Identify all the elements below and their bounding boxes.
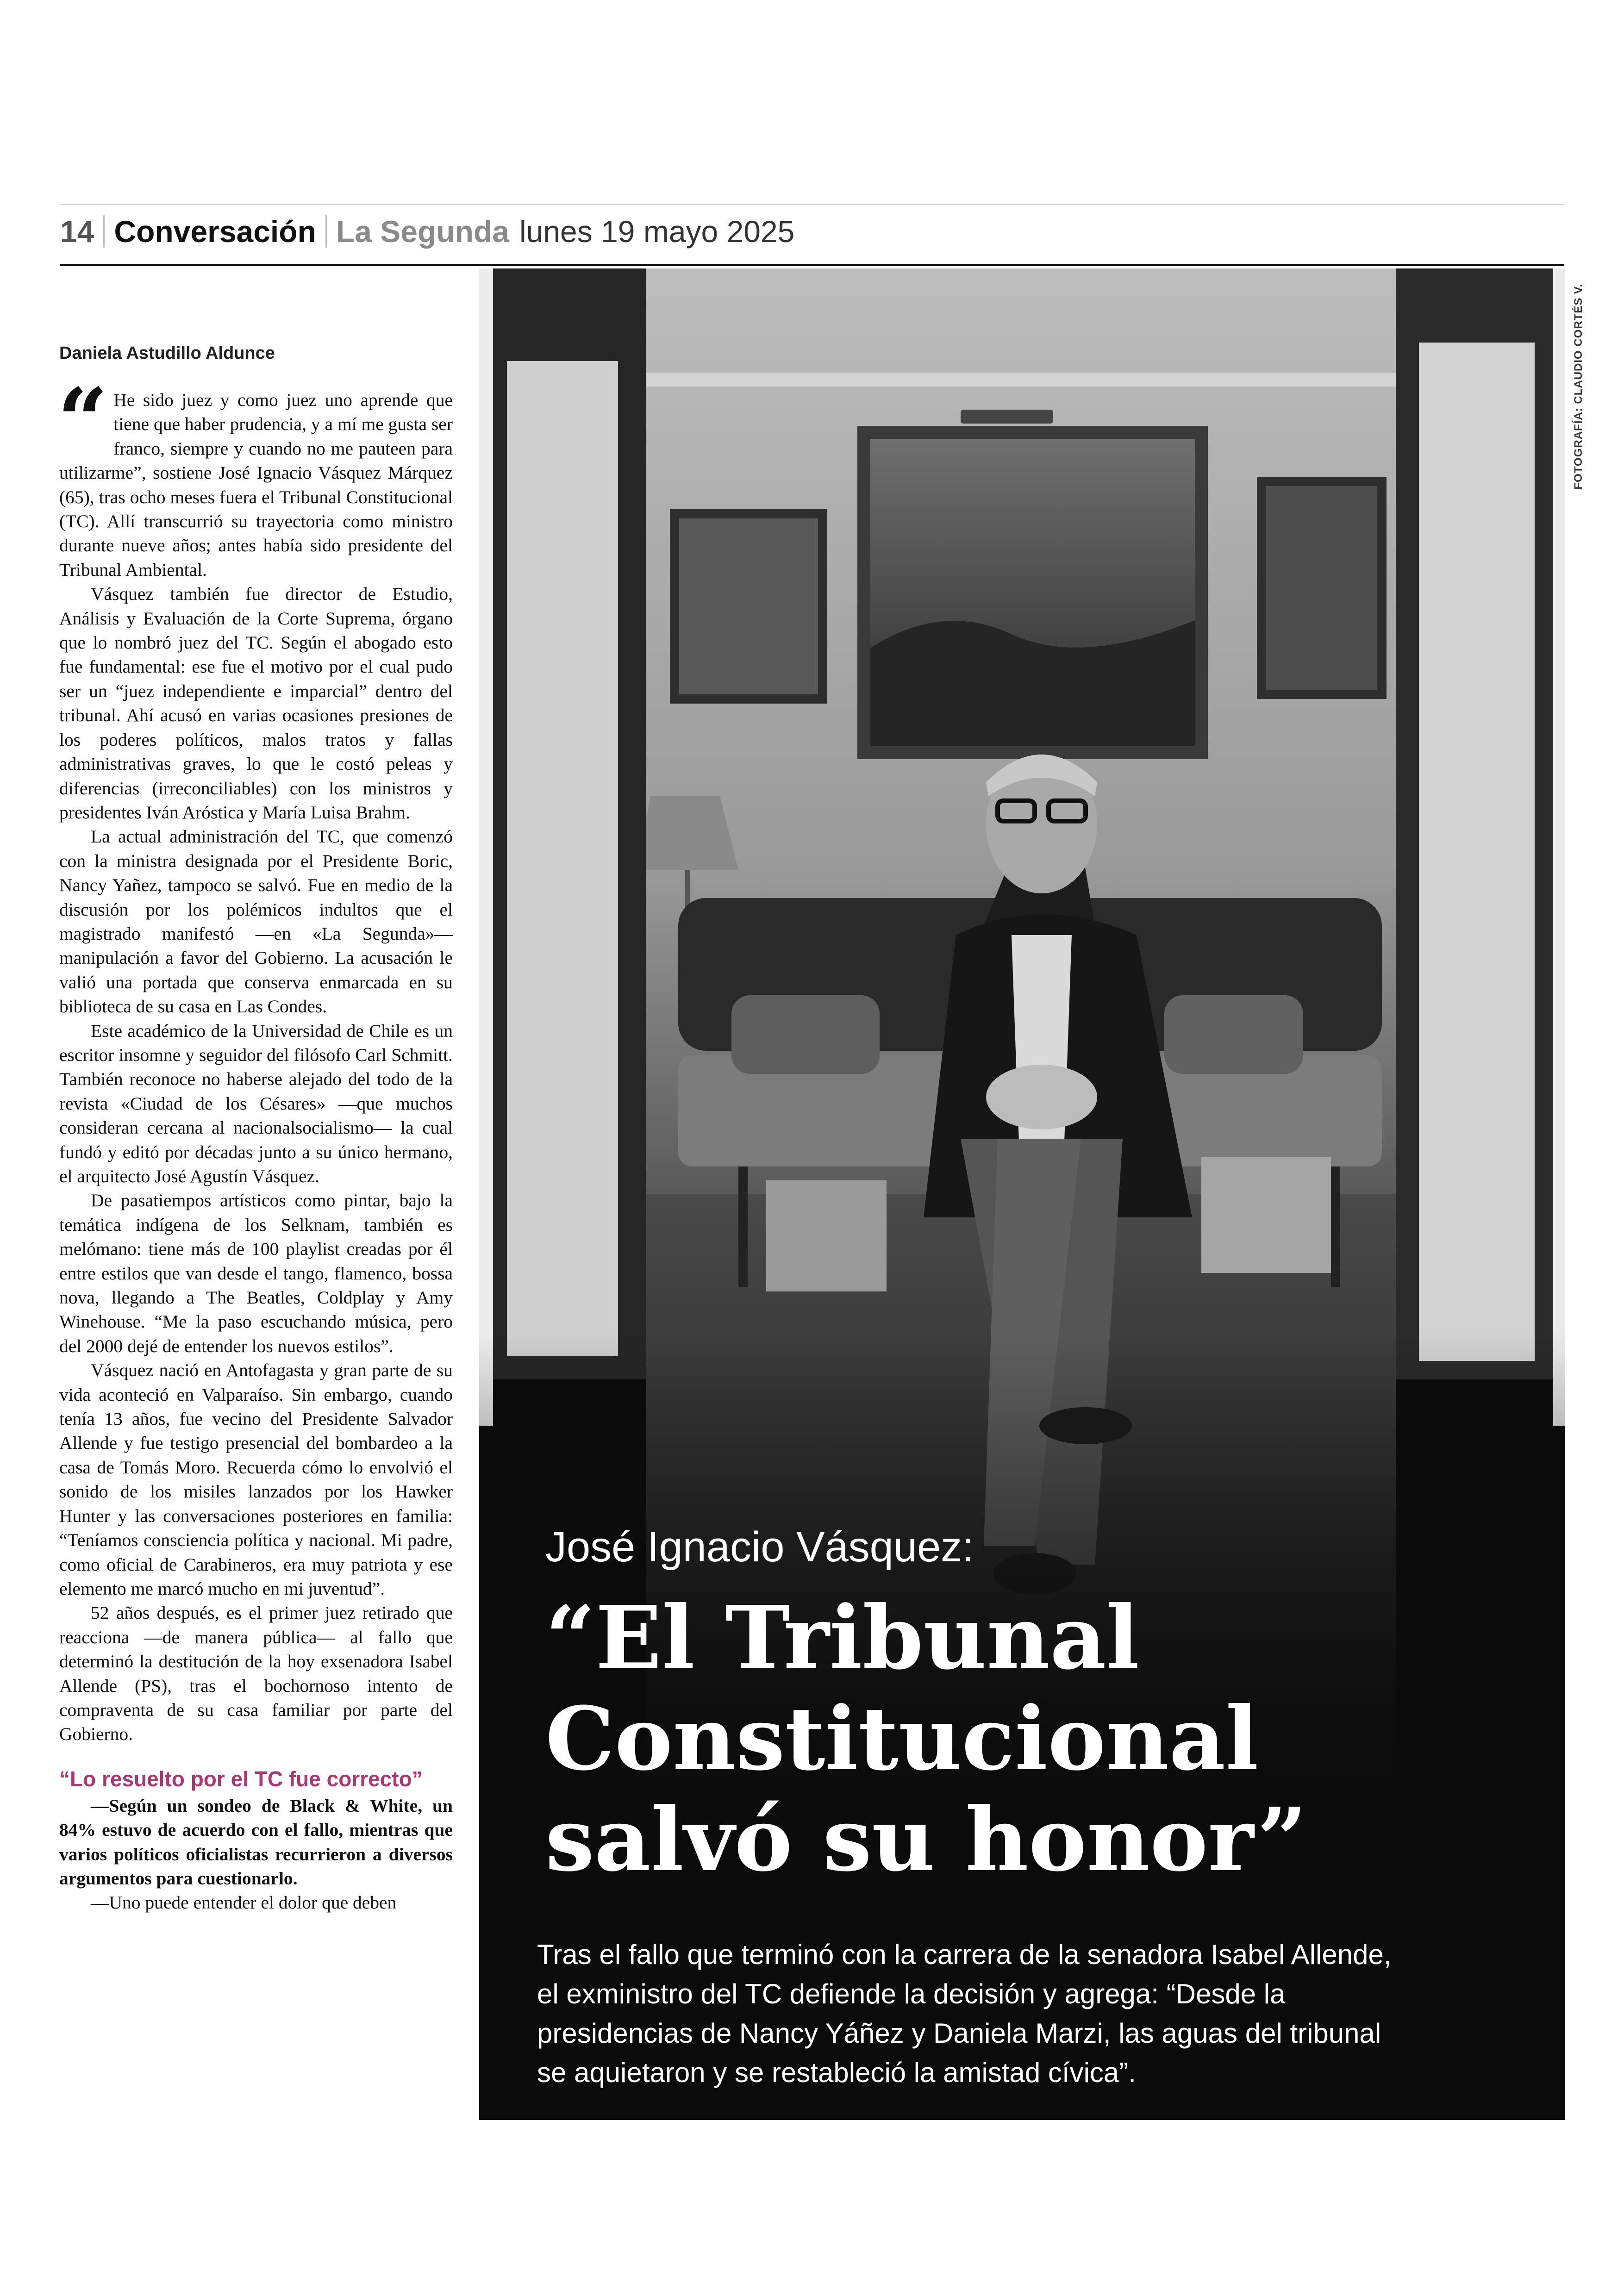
- interview-question: —Según un sondeo de Black & White, un 84% estuvo de acuerdo con el fallo, mientras que varios políticos oficialistas recurrieron a diversos argumentos para cuestionarlo.: [59, 1795, 453, 1889]
- body-paragraph: Este académico de la Universidad de Chile es un escritor insomne y seguidor del filósofo Carl Schmitt. También reconoce no haberse alejado del todo de la revista «Ciudad de los Césares» —que muchos consideran cercana al nacionalsocialismo— la cual fundó y editó por décadas junto a su único hermano, el arquitecto José Agustín Vásquez.: [59, 1020, 453, 1186]
- lead-paragraph: [57, 369, 453, 582]
- body-paragraph: 52 años después, es el primer juez retirado que reacciona —de manera pública— al fallo que determinó la destitución de la hoy exsenadora Isabel Allende (PS), tras el bochornoso intento de compraventa de su casa familiar por parte del Gobierno.: [59, 1603, 453, 1745]
- masthead-separator: [325, 215, 327, 248]
- interview-subhead: “Lo resuelto por el TC fue correcto”: [59, 1766, 423, 1791]
- body-paragraph: De pasatiempos artísticos como pintar, bajo la temática indígena de los Selknam, también es melómano: tiene más de 100 playlist creadas por él entre estilos que van desde el tango, flamenco, bossa nova, llegando a The Beatles, Coldplay y Amy Winehouse. “Me la paso escuchando música, pero del 2000 dejé de entender los nuevos estilos”.: [59, 1190, 453, 1356]
- lead-paragraph-text: He sido juez y como juez uno aprende que tiene que haber prudencia, y a mí me gusta ser franco, siempre y cuando no me pauteen para utilizarme”, sostiene José Ignacio Vásquez Márquez (65), tras ocho meses fuera el Tribunal Constitucional (TC). Allí transcurrió su trayectoria como ministro durante nueve años; antes había sido presidente del Tribunal Ambiental.: [59, 390, 453, 580]
- page-number: 14: [60, 214, 94, 249]
- headline-line: “El Tribunal: [545, 1587, 1140, 1689]
- newspaper-name: La Segunda: [336, 214, 509, 249]
- section-name: Conversación: [114, 214, 316, 249]
- interview-answer: —Uno puede entender el dolor que deben: [91, 1892, 397, 1913]
- author-byline: Daniela Astudillo Aldunce: [59, 343, 275, 363]
- body-paragraph: Vásquez también fue director de Estudio, Análisis y Evaluación de la Corte Suprema, órgano que lo nombró juez del TC. Según el abogado esto fue fundamental: ese fue el motivo por el cual pudo ser un “juez independiente e imparcial” dentro del tribunal. Ahí acusó en varias ocasiones presiones de los poderes políticos, malos tratos y fallas administrativas graves, lo que le costó peleas y diferencias (irreconciliables) con los ministros y presidentes Iván Aróstica y María Luisa Brahm.: [59, 584, 453, 823]
- headline: [545, 1588, 1471, 1890]
- masthead-separator: [103, 215, 105, 248]
- headline-line: salvó su honor”: [545, 1789, 1307, 1891]
- headline-line: Constitucional: [545, 1688, 1259, 1790]
- quote-mark-icon: “: [57, 369, 108, 472]
- article-body: [57, 369, 453, 1915]
- article-dek: Tras el fallo que terminó con la carrera de la senadora Isabel Allende, el exministro del TC defiende la decisión y agrega: “Desde la presidencias de Nancy Yáñez y Daniela Marzi, las aguas del tribunal se aquietaron y se restableció la amistad cívica”.: [537, 1939, 1392, 2088]
- headline-kicker: José Ignacio Vásquez:: [545, 1523, 974, 1571]
- body-paragraph: La actual administración del TC, que comenzó con la ministra designada por el Presidente Boric, Nancy Yañez, tampoco se salvó. Fue en medio de la discusión por los polémicos indultos que el magistrado manifestó —en «La Segunda»— manipulación a favor del Gobierno. La acusación le valió una portada que conserva enmarcada en su biblioteca de su casa en Las Condes.: [59, 826, 453, 1017]
- issue-date: lunes 19 mayo 2025: [519, 214, 795, 249]
- photo-credit-text: FOTOGRAFÍA: CLAUDIO CORTÉS V.: [1572, 283, 1585, 490]
- top-divider: [60, 204, 1564, 205]
- body-paragraph: Vásquez nació en Antofagasta y gran parte de su vida aconteció en Valparaíso. Sin embargo, cuando tenía 13 años, fue vecino del Presidente Salvador Allende y fue testigo presencial del bombardeo a la casa de Tomás Moro. Recuerda cómo lo envolvió el sonido de los misiles lanzados por los Hawker Hunter y las conversaciones posteriores en familia: “Teníamos consciencia política y nacional. Mi padre, como oficial de Carabineros, era muy patriota y ese elemento me marcó mucho en mi juventud”.: [59, 1360, 453, 1599]
- masthead: [60, 211, 794, 252]
- photo-credit: [1569, 275, 1588, 498]
- masthead-rule: [60, 264, 1564, 266]
